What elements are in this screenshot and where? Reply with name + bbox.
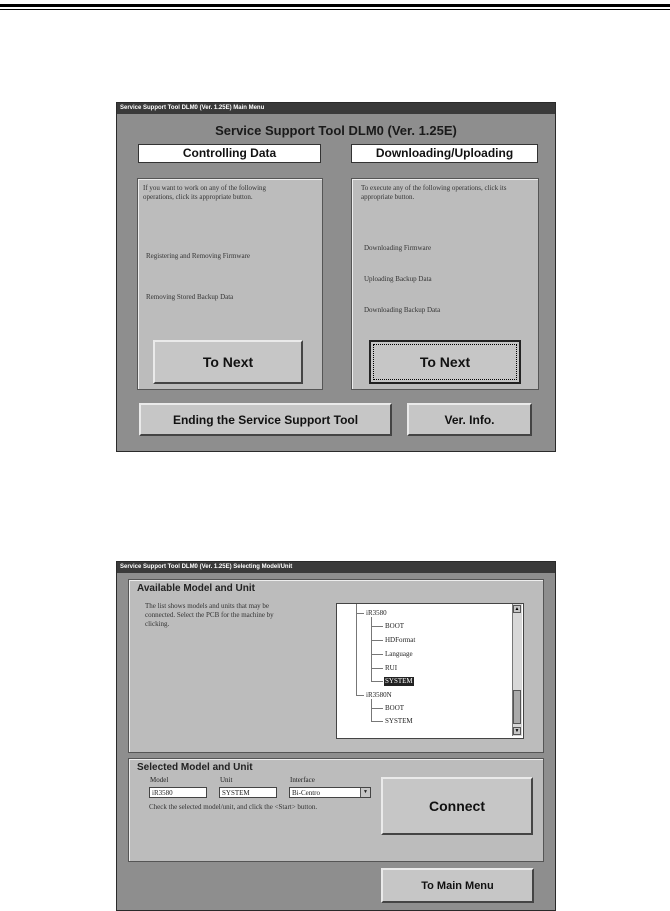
selected-panel xyxy=(128,758,544,862)
select-model-window xyxy=(116,561,556,911)
main-menu-titlebar: Service Support Tool DLM0 (Ver. 1.25E) Main Menu xyxy=(117,103,555,114)
tree-node-ir3580n[interactable]: iR3580N xyxy=(366,691,392,699)
controlling-next-button[interactable]: To Next xyxy=(153,340,303,384)
dropdown-arrow-icon[interactable]: ▼ xyxy=(360,788,370,797)
available-panel xyxy=(128,579,544,753)
tree-node-system-selected[interactable]: SYSTEM xyxy=(385,677,413,685)
controlling-item-firmware: Registering and Removing Firmware xyxy=(146,252,251,260)
downloading-description: To execute any of the following operations, click its appropriate button. xyxy=(361,184,507,201)
selected-title: Selected Model and Unit xyxy=(137,762,253,773)
tree-node-boot[interactable]: BOOT xyxy=(385,622,405,630)
main-menu-heading: Service Support Tool DLM0 (Ver. 1.25E) xyxy=(215,123,457,138)
available-description: The list shows models and units that may be connected. Select the PCB for the machine by clicking. xyxy=(145,602,274,628)
model-label: Model xyxy=(150,776,169,784)
scroll-up-arrow-icon[interactable]: ▲ xyxy=(514,606,520,612)
unit-field[interactable]: SYSTEM xyxy=(219,787,277,798)
scroll-down-arrow-icon[interactable]: ▼ xyxy=(514,728,520,734)
available-title: Available Model and Unit xyxy=(137,583,255,594)
tree-scrollbar[interactable] xyxy=(512,604,522,736)
ver-info-button[interactable]: Ver. Info. xyxy=(407,403,532,436)
scroll-thumb[interactable] xyxy=(513,690,521,724)
tree-node-ir3580[interactable]: iR3580 xyxy=(366,609,387,617)
tree-node-language[interactable]: Language xyxy=(385,650,413,658)
tree-node-rui[interactable]: RUI xyxy=(385,664,398,672)
header-rule-thick xyxy=(0,4,670,7)
end-tool-button[interactable]: Ending the Service Support Tool xyxy=(139,403,392,436)
tree-node-boot-2[interactable]: BOOT xyxy=(385,704,405,712)
model-field[interactable]: iR3580 xyxy=(149,787,207,798)
main-menu-window xyxy=(116,102,556,452)
tree-node-system-2[interactable]: SYSTEM xyxy=(385,717,413,725)
uploading-item-backup: Uploading Backup Data xyxy=(364,275,432,283)
tree-node-hdformat[interactable]: HDFormat xyxy=(385,636,416,644)
interface-label: Interface xyxy=(290,776,315,784)
connect-button[interactable]: Connect xyxy=(381,777,533,835)
downloading-next-button[interactable]: To Next xyxy=(369,340,521,384)
interface-select-value: Bi-Centro xyxy=(292,789,320,797)
controlling-item-backup: Removing Stored Backup Data xyxy=(146,293,234,301)
selected-note: Check the selected model/unit, and click the <Start> button. xyxy=(149,803,318,811)
header-rule-thin xyxy=(0,9,670,10)
downloading-panel xyxy=(351,178,539,390)
interface-select[interactable] xyxy=(289,787,371,798)
to-main-menu-button[interactable]: To Main Menu xyxy=(381,868,534,903)
downloading-uploading-label: Downloading/Uploading xyxy=(351,144,538,163)
unit-label: Unit xyxy=(220,776,233,784)
model-unit-tree[interactable] xyxy=(336,603,524,739)
downloading-item-backup: Downloading Backup Data xyxy=(364,306,441,314)
downloading-item-firmware: Downloading Firmware xyxy=(364,244,432,252)
controlling-panel xyxy=(137,178,323,390)
select-model-titlebar: Service Support Tool DLM0 (Ver. 1.25E) Selecting Model/Unit xyxy=(117,562,555,573)
controlling-description: If you want to work on any of the following operations, click its appropriate button. xyxy=(143,184,267,201)
controlling-data-label: Controlling Data xyxy=(138,144,321,163)
